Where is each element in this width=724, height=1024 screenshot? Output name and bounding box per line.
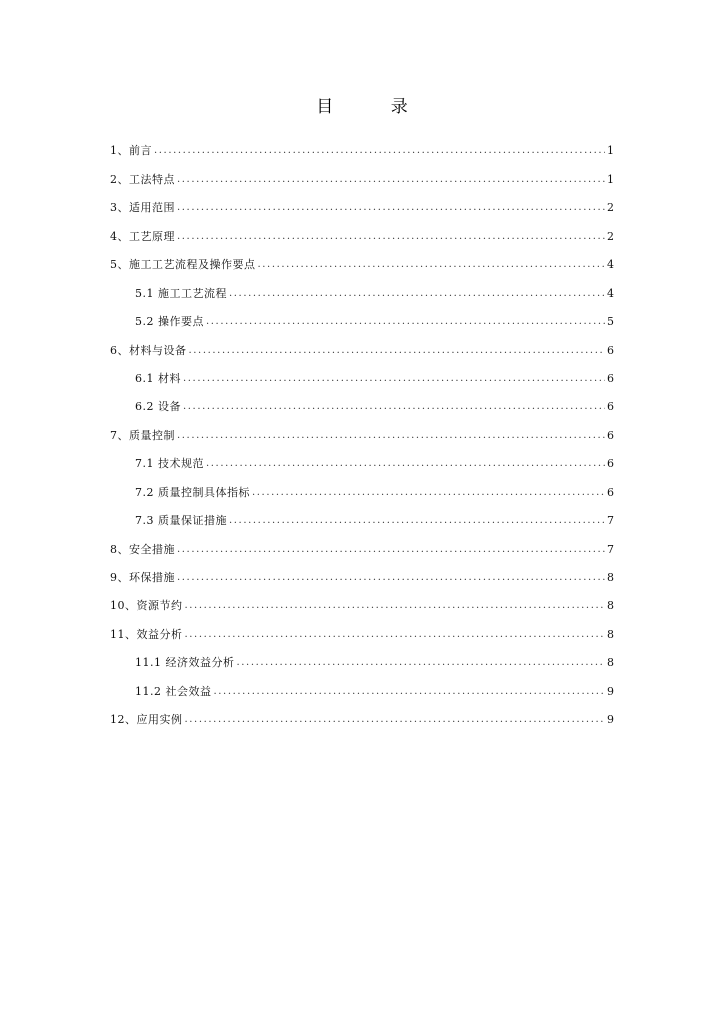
toc-entry-label: 7.3 质量保证措施 xyxy=(135,514,227,528)
toc-dot-leader xyxy=(206,315,605,329)
toc-entry[interactable] xyxy=(110,613,614,641)
toc-entry-label: 2、工法特点 xyxy=(110,172,175,186)
toc-entry[interactable] xyxy=(110,272,614,300)
toc-entry-page-number: 2 xyxy=(607,201,614,215)
toc-dot-leader xyxy=(214,685,606,699)
toc-entry-page-number: 4 xyxy=(607,286,614,300)
toc-dot-leader xyxy=(177,429,605,443)
toc-dot-leader xyxy=(183,372,605,386)
toc-entry-label: 3、适用范围 xyxy=(110,201,175,215)
toc-entry-label: 6.2 设备 xyxy=(135,400,181,414)
table-of-contents xyxy=(110,130,614,727)
toc-entry-label: 8、安全措施 xyxy=(110,542,175,556)
toc-dot-leader xyxy=(183,400,605,414)
toc-title: 目 录 xyxy=(316,97,434,117)
toc-entry-page-number: 5 xyxy=(607,315,614,329)
toc-entry-page-number: 7 xyxy=(607,542,614,556)
toc-entry-page-number: 7 xyxy=(607,514,614,528)
toc-entry-label: 6.1 材料 xyxy=(135,371,181,385)
toc-entry-label: 1、前言 xyxy=(110,144,152,158)
toc-entry-label: 5.1 施工工艺流程 xyxy=(135,286,227,300)
toc-entry-page-number: 6 xyxy=(607,371,614,385)
toc-dot-leader xyxy=(252,486,605,500)
toc-entry[interactable] xyxy=(110,557,614,585)
toc-entry-label: 7.2 质量控制具体指标 xyxy=(135,485,250,499)
toc-entry[interactable] xyxy=(110,642,614,670)
toc-dot-leader xyxy=(258,258,606,272)
toc-entry-label: 5.2 操作要点 xyxy=(135,315,204,329)
toc-entry[interactable] xyxy=(110,244,614,272)
toc-dot-leader xyxy=(177,173,605,187)
toc-entry[interactable] xyxy=(110,215,614,243)
toc-entry-label: 4、工艺原理 xyxy=(110,229,175,243)
toc-entry[interactable] xyxy=(110,187,614,215)
toc-entry[interactable] xyxy=(110,301,614,329)
toc-entry-page-number: 6 xyxy=(607,485,614,499)
toc-entry-label: 11.1 经济效益分析 xyxy=(135,656,235,670)
toc-entry-page-number: 8 xyxy=(607,656,614,670)
toc-dot-leader xyxy=(177,543,605,557)
toc-entry[interactable] xyxy=(110,414,614,442)
toc-entry-label: 6、材料与设备 xyxy=(110,343,187,357)
toc-dot-leader xyxy=(206,457,605,471)
toc-entry-label: 5、施工工艺流程及操作要点 xyxy=(110,258,256,272)
toc-entry[interactable] xyxy=(110,358,614,386)
toc-dot-leader xyxy=(177,571,605,585)
toc-entry[interactable] xyxy=(110,585,614,613)
toc-entry-page-number: 8 xyxy=(607,599,614,613)
toc-dot-leader xyxy=(189,344,606,358)
toc-dot-leader xyxy=(229,514,605,528)
toc-dot-leader xyxy=(177,230,605,244)
toc-dot-leader xyxy=(177,201,605,215)
toc-entry[interactable] xyxy=(110,528,614,556)
toc-dot-leader xyxy=(185,599,606,613)
toc-entry-label: 12、应用实例 xyxy=(110,713,183,727)
toc-entry-page-number: 1 xyxy=(607,172,614,186)
toc-dot-leader xyxy=(185,628,606,642)
toc-dot-leader xyxy=(237,656,606,670)
toc-dot-leader xyxy=(154,144,605,158)
toc-entry[interactable] xyxy=(110,329,614,357)
toc-entry-page-number: 9 xyxy=(607,684,614,698)
toc-entry-page-number: 8 xyxy=(607,571,614,584)
toc-entry[interactable] xyxy=(110,471,614,499)
toc-entry-label: 11.2 社会效益 xyxy=(135,684,212,698)
toc-entry-label: 10、资源节约 xyxy=(110,599,183,613)
toc-dot-leader xyxy=(185,713,606,727)
toc-entry-page-number: 9 xyxy=(607,713,614,727)
toc-entry[interactable] xyxy=(110,130,614,158)
toc-entry-label: 7、质量控制 xyxy=(110,428,175,442)
toc-entry[interactable] xyxy=(110,443,614,471)
toc-entry-page-number: 6 xyxy=(607,343,614,357)
toc-entry[interactable] xyxy=(110,158,614,186)
toc-entry-page-number: 4 xyxy=(607,258,614,272)
toc-entry-page-number: 6 xyxy=(607,400,614,414)
toc-entry-page-number: 8 xyxy=(607,627,614,641)
toc-entry[interactable] xyxy=(110,670,614,698)
toc-entry[interactable] xyxy=(110,500,614,528)
toc-entry-label: 11、效益分析 xyxy=(110,627,183,641)
toc-entry-page-number: 2 xyxy=(607,229,614,243)
toc-entry[interactable] xyxy=(110,386,614,414)
toc-entry-page-number: 1 xyxy=(607,144,614,158)
toc-entry-page-number: 6 xyxy=(607,457,614,471)
toc-entry-label: 7.1 技术规范 xyxy=(135,457,204,471)
toc-entry-page-number: 6 xyxy=(607,428,614,442)
toc-entry-label: 9、环保措施 xyxy=(110,571,175,584)
toc-entry[interactable] xyxy=(110,699,614,727)
toc-dot-leader xyxy=(229,287,605,301)
